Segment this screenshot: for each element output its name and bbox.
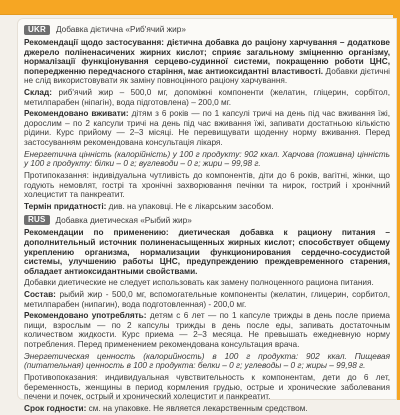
rus-language-tag: RUS [24,215,50,225]
rus-dosage-label: Рекомендовано употреблять: [24,311,147,321]
ukr-dosage [24,109,390,147]
rus-product-title: Добавка диетическая «Рыбий жир» [55,215,192,225]
rus-recommendations-label: Рекомендации по применению: [24,228,169,238]
ukr-contraindications-label: Протипоказання: [24,170,89,180]
rus-composition-label: Состав: [24,290,56,300]
ukr-language-tag: UKR [24,25,50,35]
label-text-block [24,25,390,415]
ukr-section-header [24,25,390,35]
ukr-recommendations-note: Добавки дієтичні не слід використовувати як заміну повноцінного раціону харчування. [24,66,390,86]
rus-section-header [24,215,390,225]
ukr-recommendations-text: дієтична добавка до раціону харчування – додаткове джерело поліненасичених жирних кислот; сприяє загальному зміцненню організму, нормалізації функціонування серцево-судинної системи, покращенню роботи ЦНС, попередженню передчасного старіння, має антиоксидантні властивості. [24,38,390,76]
ukr-dosage-text: дітям з 6 років — по 1 капсулі тричі на день під час вживання їжі, дорослим – по 2 капсули тричі на день під час вживання їжі, запивати достатньою кількістю рідини. Курс прийому — 2–3 місяці. Не перевищувати щоденну норму вживання. Перед застосуванням рекомендована консультація лікаря. [24,109,390,148]
ukr-shelf-life-text: див. на упаковці. Не є лікарським засобом. [106,201,274,211]
ukr-contraindications-text: індивідуальна чутливість до компонентів, діти до 6 років, вагітні, жінки, що годують немовлят, гострі та хронічні захворювання печінки та нирок, гострий і хронічний холецистит та панкреатит. [24,170,390,200]
rus-shelf-life-label: Срок годности: [24,403,87,413]
ukr-contraindications [24,171,390,200]
rus-contraindications-label: Противопоказания: [24,372,98,382]
ukr-energy-value: Енергетична цінність (калорійність) у 100 г продукту: 902 ккал. Харчова (поживна) цінність у 100 г продукту: білки – 0 г; вуглеводи – 0 г; жири – 99,98 г. [24,149,390,169]
rus-dosage [24,311,390,349]
ukr-shelf-life-label: Термін придатності: [24,201,107,211]
rus-contraindications-text: индивидуальная чувствительность к компонентам, дети до 6 лет, беременность, женщины в период кормления грудью, острые и хронические заболевания печени и почек, острый и хронический холецистит и панкреатит. [24,372,390,402]
ukr-product-title: Добавка дієтична «Риб'ячий жир» [55,25,186,35]
ukr-composition-text: риб'ячий жир – 500,0 мг, допоміжні компоненти (желатин, гліцерин, сорбітол, метилпарабен (ніпагін), вода підготовлена) – 200,0 мг. [24,88,390,107]
rus-recommendations-text: диетическая добавка к рациону питания – дополнительный источник полиненасыщенных жирных кислот; способствует общему укреплению организма, нормализации функционирования сердечно-сосудистой системы, улучшению работы ЦНС, предупреждению преждевременного старения, обладает антиоксидантными свойствами. [24,228,390,276]
ukr-composition-label: Склад: [24,88,53,98]
rus-recommendations-note: Добавки диетические не следует использовать как замену полноценного рациона питания. [24,278,374,288]
rus-shelf-life-text: см. на упаковке. Не является лекарственным средством. [86,403,308,413]
ukr-dosage-label: Рекомендовано вживати: [24,109,129,119]
rus-dosage-text: детям с 6 лет — по 1 капсуле трижды в день после приема пищи, взрослым — по 2 капсулы трижды в день после еды, запивать достаточным количеством жидкости. Курс приема — 2–3 месяца. Не превышать ежедневную норму потребления. Перед применением рекомендована консультация врача. [24,311,391,350]
rus-shelf-life [24,404,390,414]
orange-box-top-edge [0,0,400,15]
ukr-recommendations [24,38,390,86]
rus-composition [24,290,390,309]
label-sticker [17,18,397,413]
ukr-composition [24,88,390,107]
rus-composition-text: рыбий жир - 500,0 мг, вспомогательные компоненты (желатин, глицерин, сорбитол, метилпарабен (нипагин), вода подготовленная) - 200,0 мг. [24,290,390,309]
ukr-recommendations-label: Рекомендації щодо застосування: [24,38,165,47]
ukr-shelf-life [24,202,390,212]
rus-contraindications [24,373,390,402]
rus-energy-value: Энергетическая ценность (калорийность) в 100 г продукта: 902 ккал. Пищевая (питательная) ценность в 100 г продукта: белки – 0 г; углеводы – 0 г; жиры – 99,98 г. [24,351,390,371]
rus-recommendations [24,228,390,276]
